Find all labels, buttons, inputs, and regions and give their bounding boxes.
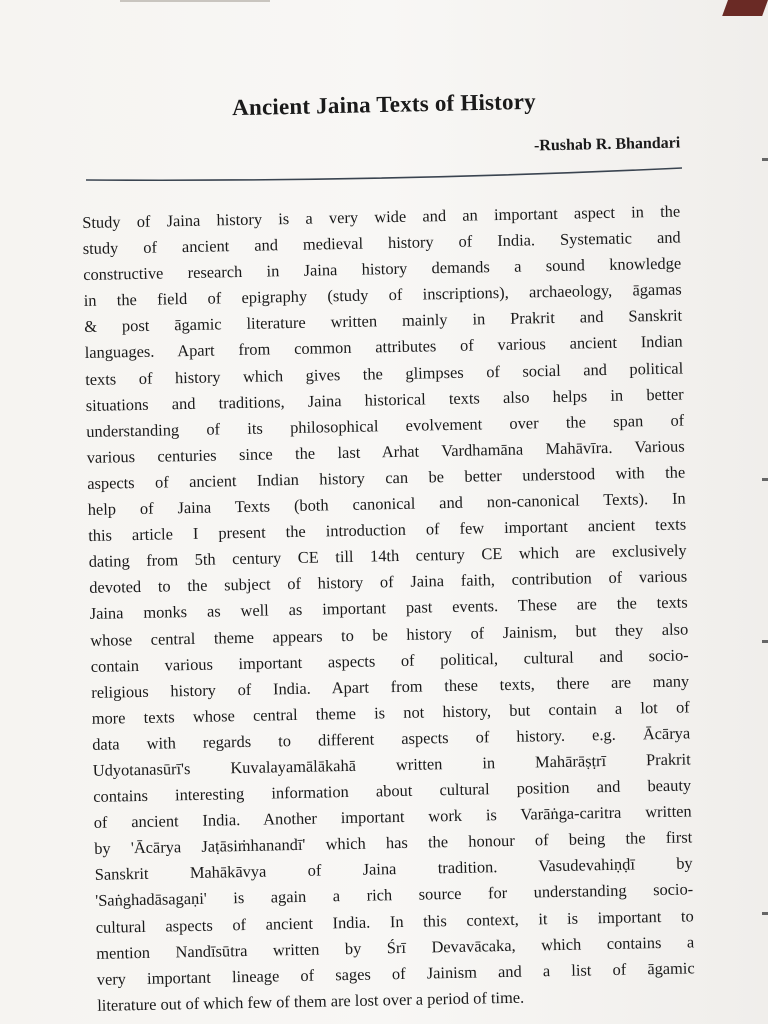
body-line: very important lineage of sages of Jainism and a list of āgamic [96,958,695,989]
body-line: aspects of ancient Indian history can be better understood with the [87,462,686,493]
page-edge-mark [762,640,768,643]
body-line: in the field of epigraphy (study of inscriptions), archaeology, āgamas [83,279,682,311]
page-edge-mark [762,478,768,481]
body-line: understanding of its philosophical evolvement over the span of [86,410,685,441]
body-line: & post āgamic literature written mainly in Prakrit and Sanskrit [84,305,683,337]
page-top-edge [120,0,270,2]
body-line: constructive research in Jaina history demands a sound knowledge [83,253,682,285]
body-line: languages. Apart from common attributes of various ancient Indian [84,331,683,363]
body-line: dating from 5th century CE till 14th century CE which are exclusively [88,540,687,572]
body-line: 'Saṅghadāsagaṇi' is again a rich source for understanding socio- [95,879,694,911]
body-line: Sanskrit Mahākāvya of Jaina tradition. Vasudevahiṇḍī by [94,853,693,885]
body-line: contains interesting information about cultural position and beauty [93,775,692,806]
body-line: situations and traditions, Jaina historical texts also helps in better [85,384,684,415]
body-line: devoted to the subject of history of Jaina faith, contribution of various [89,566,688,598]
body-line: of ancient India. Another important work is Varāṅga-caritra written [93,801,692,833]
body-line: texts of history which gives the glimpses of social and political [85,358,684,389]
body-line: various centuries since the last Arhat Vardhamāna Mahāvīra. Various [86,436,685,467]
title-divider [86,164,682,184]
body-line: by 'Ācārya Jaṭāsiṁhanandī' which has the honour of being the first [94,827,693,859]
body-line: contain various important aspects of political, cultural and socio- [90,645,689,676]
body-line: Jaina monks as well as important past events. These are the texts [89,592,688,624]
body-line: study of ancient and medieval history of India. Systematic and [82,227,681,259]
body-line: more texts whose central theme is not history, but contain a lot of [91,697,690,728]
body-line: cultural aspects of ancient India. In this context, it is important to [95,905,694,937]
article-title: Ancient Jaina Texts of History [231,88,537,121]
body-line: whose central theme appears to be history of Jainism, but they also [90,618,689,650]
article-author: -Rushab R. Bhandari [533,134,681,155]
article-body [82,199,695,1019]
body-line: help of Jaina Texts (both canonical and non-canonical Texts). In [87,488,686,519]
body-line: literature out of which few of them are lost over a period of time. [97,987,525,1015]
body-line: this article I present the introduction of few important ancient texts [88,514,687,546]
page-edge-mark [762,912,768,915]
body-line: Study of Jaina history is a very wide and an important aspect in the [82,201,681,232]
page-edge-mark [762,158,768,161]
body-line: Udyotanasūrī's Kuvalayamālākahā written in Mahārāṣṭrī Prakrit [92,749,691,780]
body-line: religious history of India. Apart from these texts, there are many [91,671,690,702]
book-cover-corner [722,0,768,16]
body-line: mention Nandīsūtra written by Śrī Devavācaka, which contains a [96,932,695,963]
body-line: data with regards to different aspects of history. e.g. Ācārya [92,723,691,754]
